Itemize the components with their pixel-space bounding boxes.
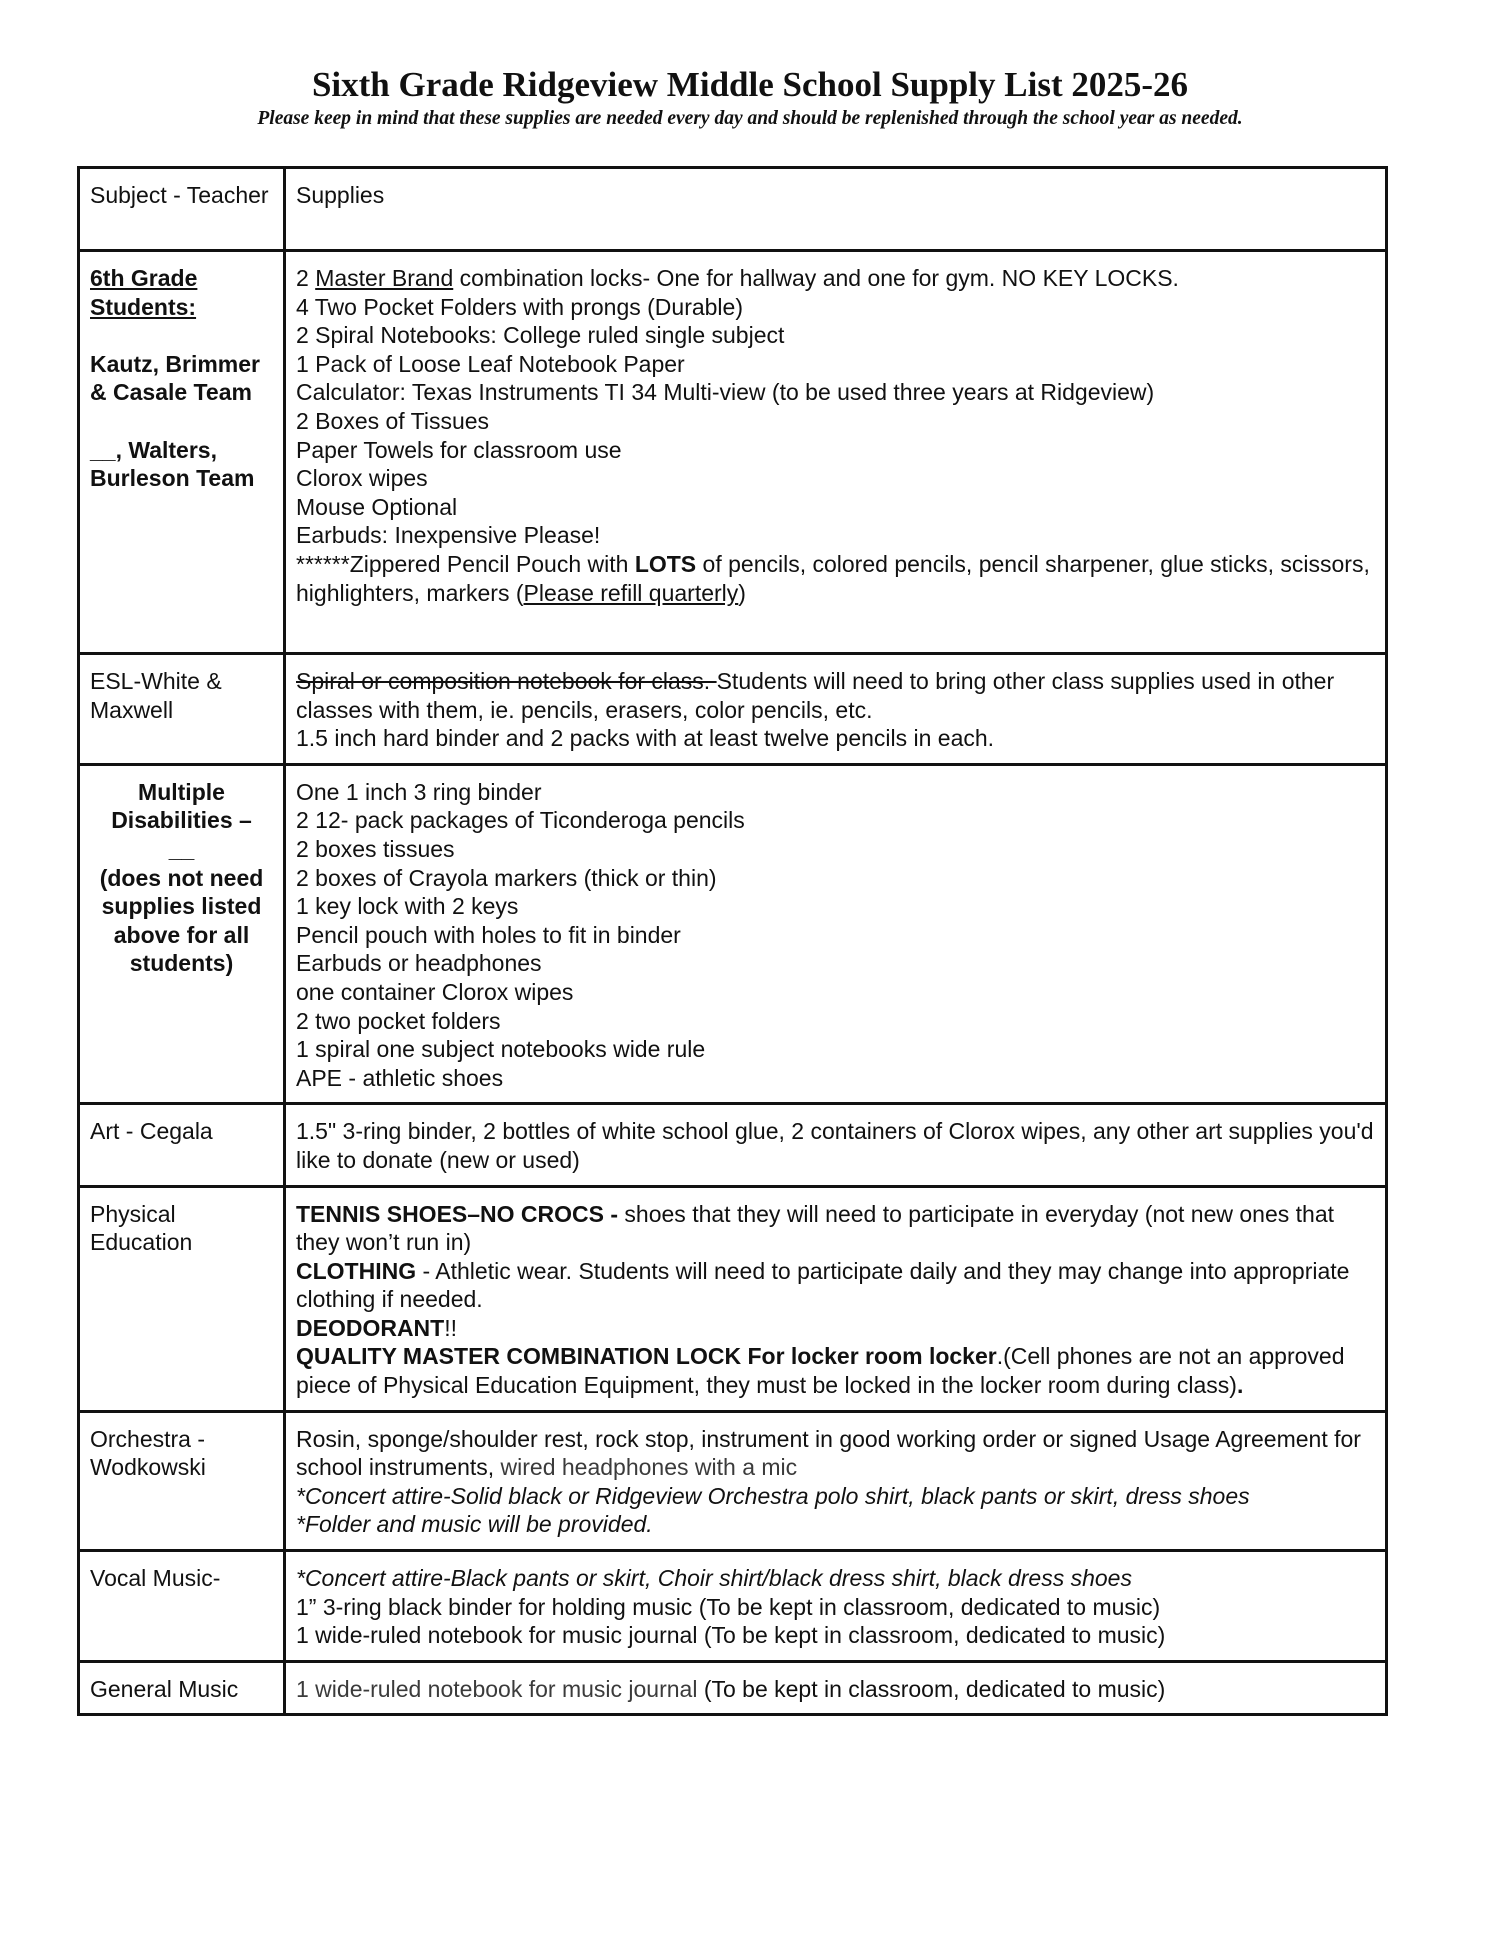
refill-note: Please refill quarterly [523, 579, 739, 606]
list-item: Pencil pouch with holes to fit in binder [296, 921, 681, 948]
table-header-row [79, 168, 1387, 251]
pe-shoes: TENNIS SHOES–NO CROCS - shoes that they will need to participate in everyday (not new ones that they won’t run in) [296, 1200, 1335, 1256]
master-brand-text: Master Brand [315, 265, 454, 291]
table-row-esl [79, 654, 1387, 765]
table-row-orchestra [79, 1411, 1387, 1550]
subject-cell-vocal-music: Vocal Music- [79, 1551, 285, 1662]
list-item-locks: 2 Master Brand combination locks- One for hallway and one for gym. NO KEY LOCKS. [296, 265, 1179, 291]
orchestra-folder: *Folder and music will be provided. [296, 1511, 653, 1538]
table-row-general-music [79, 1661, 1387, 1715]
list-item: Calculator: Texas Instruments TI 34 Multi-view (to be used three years at Ridgeview) [296, 379, 1155, 406]
list-item: 4 Two Pocket Folders with prongs (Durable) [296, 293, 743, 320]
list-item: 2 two pocket folders [296, 1007, 501, 1034]
pe-lock: QUALITY MASTER COMBINATION LOCK For locker room locker.(Cell phones are not an approved piece of Physical Education Equipment, they must be locked in the locker room during class). [296, 1343, 1345, 1399]
supplies-cell-art: 1.5" 3-ring binder, 2 bottles of white school glue, 2 containers of Clorox wipes, any other art supplies you'd like to donate (new or used) [285, 1104, 1387, 1186]
supplies-header-cell: Supplies [285, 168, 1387, 251]
subject-cell-general-music: General Music [79, 1661, 285, 1715]
subject-cell-6th-grade [79, 251, 285, 654]
orchestra-supplies: Rosin, sponge/shoulder rest, rock stop, instrument in good working order or signed Usage Agreement for school instruments, wired headphones with a mic [296, 1425, 1361, 1481]
page-title: Sixth Grade Ridgeview Middle School Supply List 2025-26 [311, 65, 1189, 104]
pe-clothing: CLOTHING - Athletic wear. Students will need to participate daily and they may change into appropriate clothing if needed. [296, 1257, 1350, 1313]
table-row-multiple-disabilities [79, 764, 1387, 1104]
table-row-vocal-music [79, 1551, 1387, 1662]
table-row-physical-education [79, 1186, 1387, 1411]
vocal-notebook: 1 wide-ruled notebook for music journal (To be kept in classroom, dedicated to music) [296, 1622, 1166, 1649]
list-item: one container Clorox wipes [296, 978, 574, 1005]
sixth-grade-heading: 6th Grade Students: [90, 265, 198, 320]
orchestra-attire: *Concert attire-Solid black or Ridgeview Orchestra polo shirt, black pants or skirt, dress shoes [296, 1482, 1250, 1509]
list-item: 2 Boxes of Tissues [296, 407, 490, 434]
subject-header-cell: Subject - Teacher [79, 168, 285, 251]
list-item: 2 12- pack packages of Ticonderoga pencils [296, 807, 745, 834]
list-item: Earbuds or headphones [296, 950, 542, 977]
list-item: 2 boxes tissues [296, 835, 455, 862]
list-item: Earbuds: Inexpensive Please! [296, 522, 601, 549]
supplies-cell-physical-education [285, 1186, 1387, 1411]
vocal-binder: 1” 3-ring black binder for holding music (To be kept in classroom, dedicated to music) [296, 1593, 1161, 1620]
subject-cell-multiple-disabilities: Multiple Disabilities – __ (does not need supplies listed above for all students) [79, 764, 285, 1104]
list-item: 2 Spiral Notebooks: College ruled single subject [296, 322, 785, 349]
page-subtitle: Please keep in mind that these supplies are needed every day and should be replenished through the school year as needed. [257, 108, 1243, 129]
subject-cell-esl: ESL-White & Maxwell [79, 654, 285, 765]
subject-cell-orchestra: Orchestra - Wodkowski [79, 1411, 285, 1550]
esl-binder-line: 1.5 inch hard binder and 2 packs with at least twelve pencils in each. [296, 725, 995, 752]
struck-notebook-text: Spiral or composition notebook for class. [296, 668, 717, 694]
list-item-pencil-pouch: ******Zippered Pencil Pouch with LOTS of pencils, colored pencils, pencil sharpener, glue sticks, scissors, highlighters, markers (Please refill quarterly) [296, 550, 1370, 606]
supplies-cell-multiple-disabilities [285, 764, 1387, 1104]
supplies-cell-esl [285, 654, 1387, 765]
supplies-cell-orchestra [285, 1411, 1387, 1550]
pe-deodorant: DEODORANT!! [296, 1314, 458, 1341]
list-item: Paper Towels for classroom use [296, 436, 622, 463]
list-item: Mouse Optional [296, 493, 458, 520]
general-music-notebook: 1 wide-ruled notebook for music journal [296, 1675, 698, 1702]
team-kautz-brimmer-casale: Kautz, Brimmer & Casale Team [90, 350, 260, 406]
table-row-art [79, 1104, 1387, 1186]
list-item: APE - athletic shoes [296, 1064, 504, 1091]
list-item: 1 Pack of Loose Leaf Notebook Paper [296, 350, 685, 377]
list-item: 2 boxes of Crayola markers (thick or thin) [296, 864, 717, 891]
subject-cell-art: Art - Cegala [79, 1104, 285, 1186]
esl-text: Spiral or composition notebook for class. Students will need to bring other class supplies used in other classes with them, ie. pencils, erasers, color pencils, etc. [296, 668, 1335, 723]
supplies-cell-6th-grade [285, 251, 1387, 654]
vocal-attire: *Concert attire-Black pants or skirt, Choir shirt/black dress shirt, black dress shoes [296, 1565, 1132, 1592]
list-item: Clorox wipes [296, 465, 428, 492]
table-row-6th-grade [79, 251, 1387, 654]
supply-table [77, 166, 1388, 1716]
supplies-cell-vocal-music [285, 1551, 1387, 1662]
team-walters-burleson: __, Walters, Burleson Team [90, 436, 255, 492]
subject-cell-physical-education: Physical Education [79, 1186, 285, 1411]
list-item: 1 spiral one subject notebooks wide rule [296, 1036, 706, 1063]
supplies-cell-general-music: 1 wide-ruled notebook for music journal (To be kept in classroom, dedicated to music) [285, 1661, 1387, 1715]
list-item: One 1 inch 3 ring binder [296, 778, 542, 805]
list-item: 1 key lock with 2 keys [296, 893, 519, 920]
